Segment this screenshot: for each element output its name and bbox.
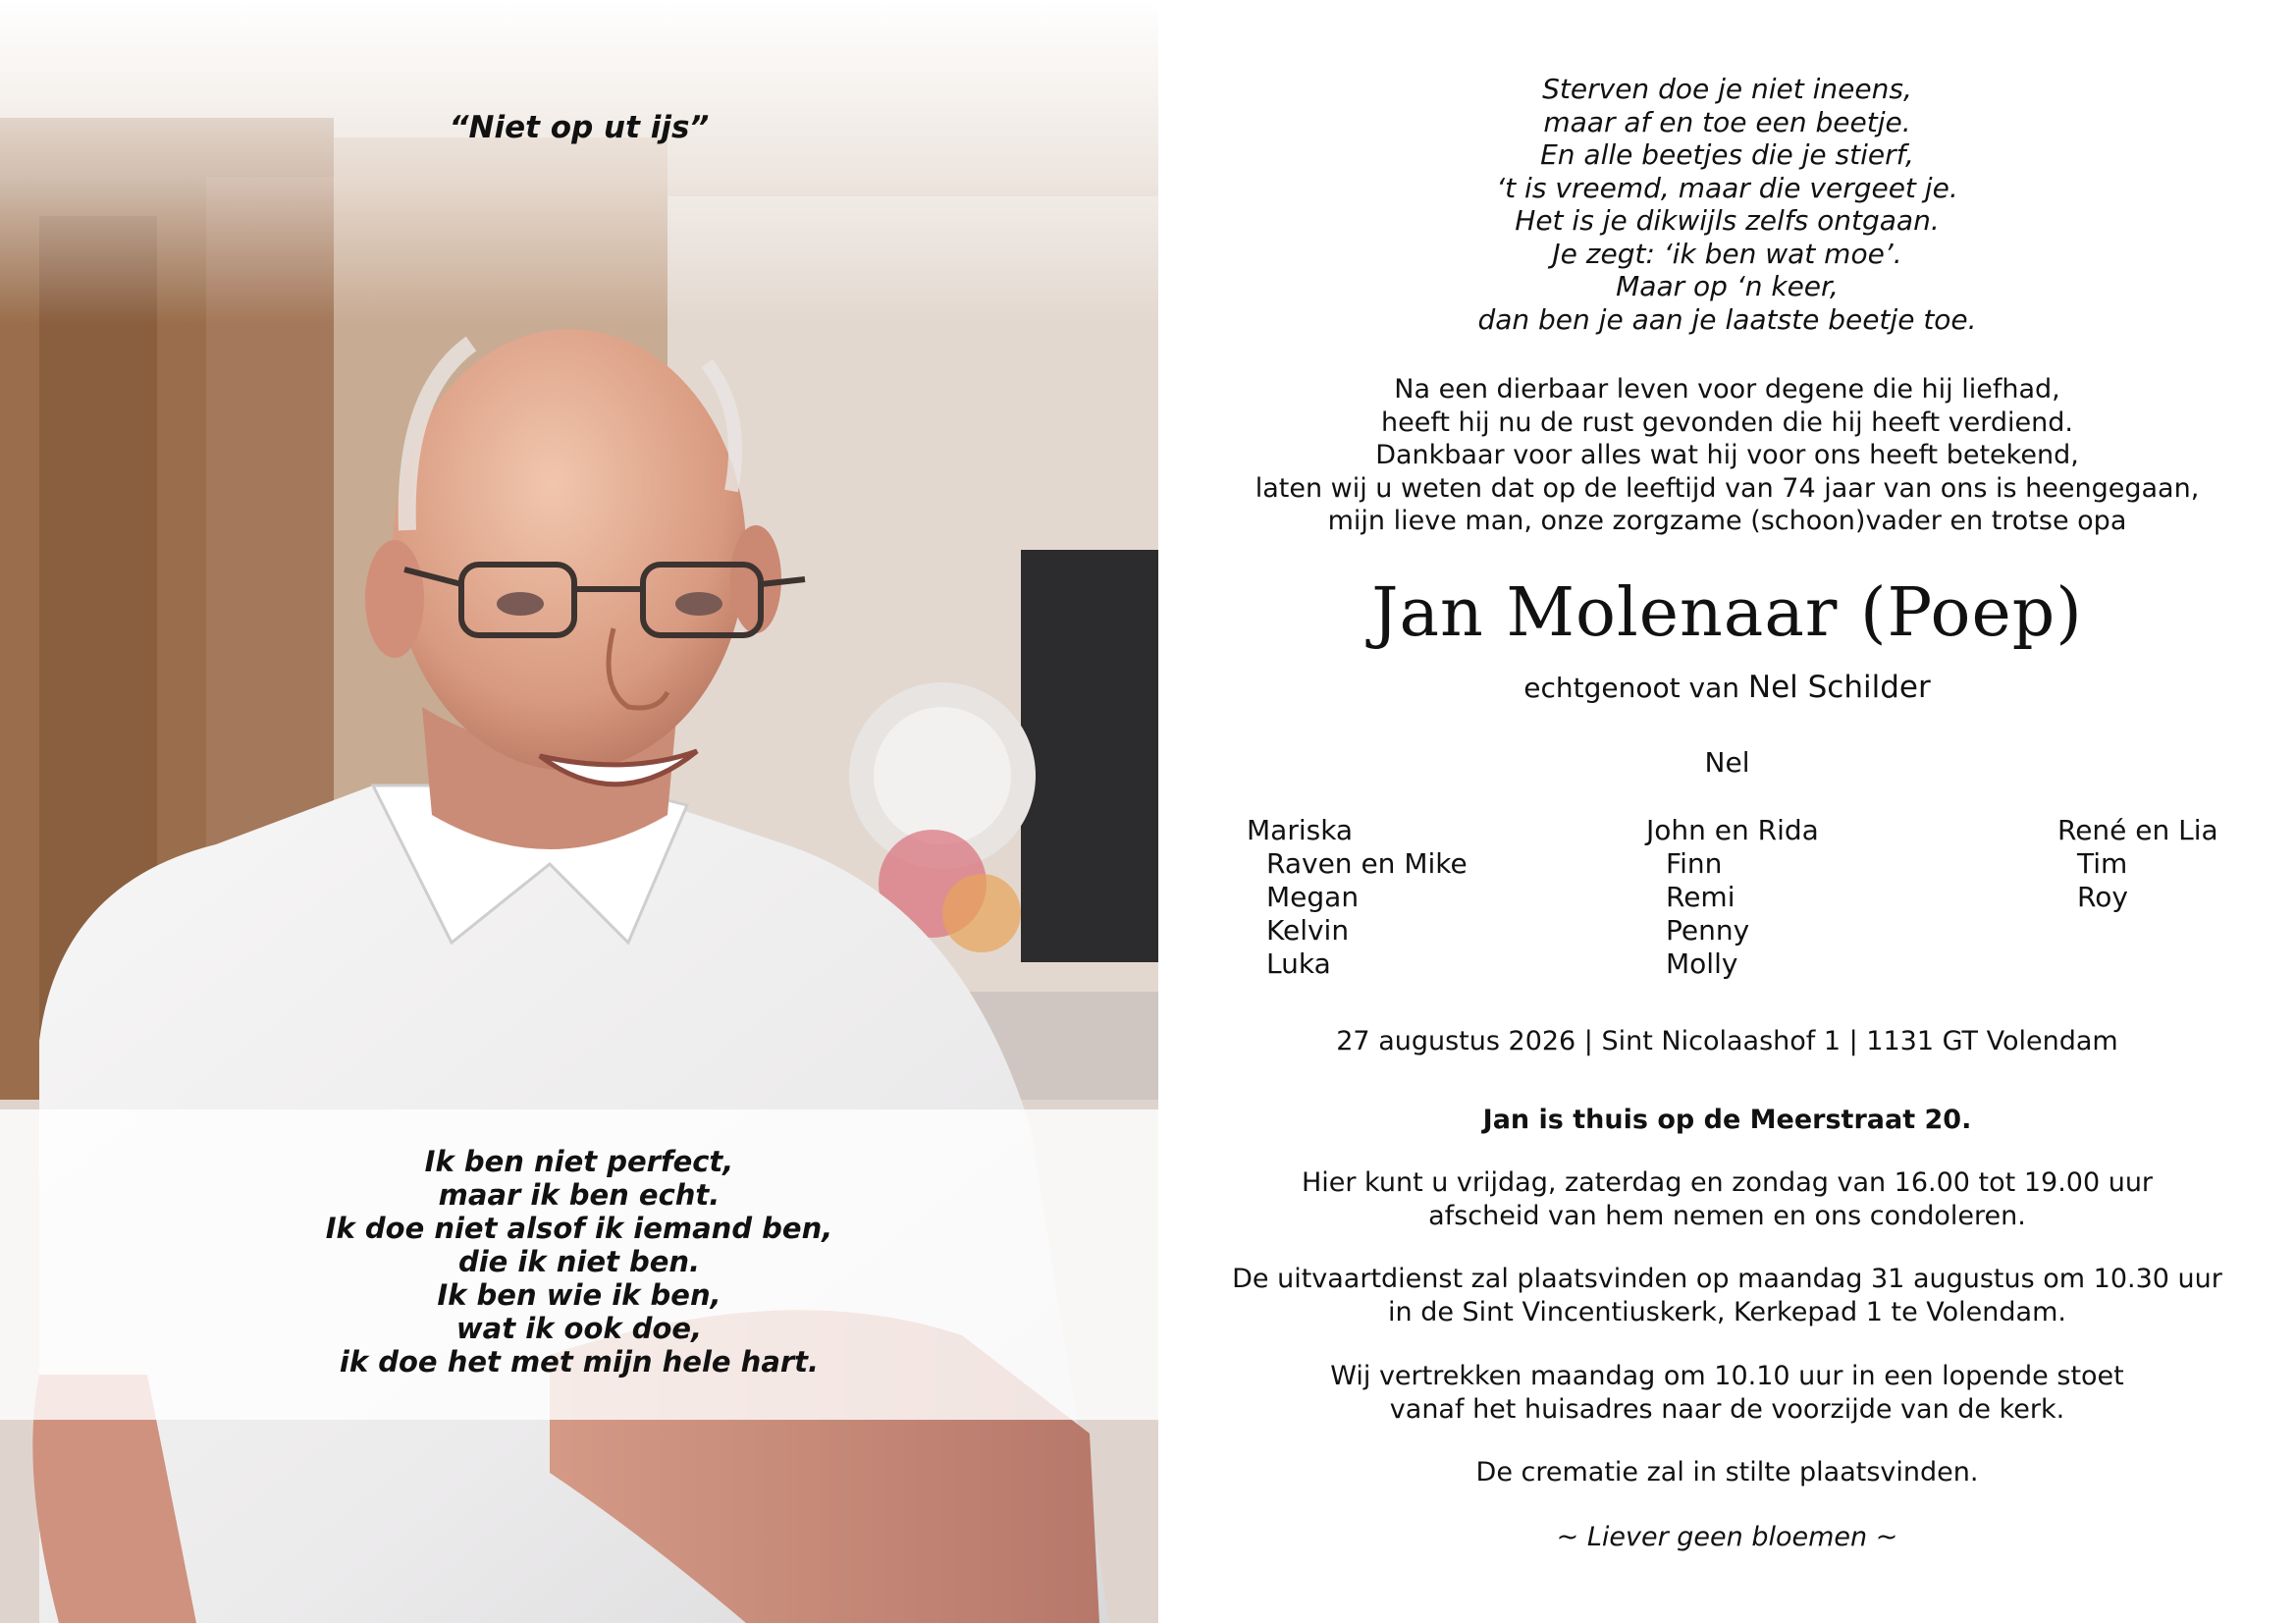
right-poem-line: Je zegt: ‘ik ben wat moe’.	[1552, 237, 1902, 270]
left-poem-line: ik doe het met mijn hele hart.	[339, 1345, 820, 1379]
service-line: De uitvaartdienst zal plaatsvinden op maandag 31 augustus om 10.30 uur	[1232, 1264, 2222, 1294]
right-poem-line: En alle beetjes die je stierf,	[1540, 138, 1914, 171]
left-poem-line: die ik niet ben.	[457, 1245, 701, 1278]
procession-line: vanaf het huisadres naar de voorzijde van de kerk.	[1389, 1393, 2065, 1425]
cremation-info: De crematie zal in stilte plaatsvinden.	[1475, 1457, 1979, 1488]
family-child: Raven en Mike	[1266, 847, 1468, 880]
family-child: Tim	[2077, 847, 2128, 880]
family-parents: René en Lia	[2057, 814, 2218, 846]
right-poem-line: Maar op ‘n keer,	[1616, 270, 1839, 302]
family-group	[2057, 814, 2218, 914]
procession-line: Wij vertrekken maandag om 10.10 uur in een lopende stoet	[1330, 1361, 2124, 1391]
spouse-line	[1158, 670, 2296, 705]
right-poem	[1158, 73, 2296, 336]
left-poem-line: Ik doe niet alsof ik iemand ben,	[325, 1212, 833, 1245]
right-poem-line: Sterven doe je niet ineens,	[1542, 73, 1912, 105]
service-line: in de Sint Vincentiuskerk, Kerkepad 1 te Volendam.	[1388, 1296, 2066, 1327]
family-group	[1646, 814, 1819, 981]
family-child: Luka	[1266, 947, 1331, 980]
right-poem-line: maar af en toe een beetje.	[1543, 105, 1911, 138]
family-child: Molly	[1666, 947, 1738, 980]
family-child: Finn	[1666, 847, 1723, 880]
family-parents: John en Rida	[1646, 814, 1819, 846]
intro-line: heeft hij nu de rust gevonden die hij heeft verdiend.	[1381, 406, 2073, 438]
left-poem-line: wat ik ook doe,	[455, 1312, 703, 1345]
family-parents: Mariska	[1247, 814, 1354, 846]
visiting-line: Hier kunt u vrijdag, zaterdag en zondag van 16.00 tot 19.00 uur	[1301, 1167, 2154, 1198]
deceased-name: Jan Molenaar (Poep)	[1371, 574, 2083, 652]
visiting-line: afscheid van hem nemen en ons condoleren.	[1428, 1200, 2026, 1231]
family-group	[1247, 814, 1468, 981]
intro-line: mijn lieve man, onze zorgzame (schoon)vader en trotse opa	[1327, 506, 2127, 536]
intro-line: Na een dierbaar leven voor degene die hij liefhad,	[1394, 374, 2060, 405]
family-child: Roy	[2077, 881, 2128, 913]
intro-line: Dankbaar voor alles wat hij voor ons heeft betekend,	[1375, 440, 2079, 470]
left-poem	[0, 1145, 1158, 1379]
address-line: 27 augustus 2026 | Sint Nicolaashof 1 | 1131 GT Volendam	[1336, 1026, 2118, 1056]
text-panel	[1158, 0, 2296, 1623]
spouse-prefix: echtgenoot van	[1523, 672, 1739, 704]
announcement-intro	[1158, 373, 2296, 538]
procession-info	[1158, 1360, 2296, 1426]
home-notice: Jan is thuis op de Meerstraat 20.	[1482, 1105, 1972, 1135]
left-poem-line: Ik ben wie ik ben,	[437, 1278, 721, 1312]
family-child: Penny	[1666, 914, 1750, 947]
right-poem-line: dan ben je aan je laatste beetje toe.	[1477, 302, 1977, 336]
motto-quote: “Niet op ut ijs”	[449, 110, 710, 145]
left-poem-line: Ik ben niet perfect,	[424, 1145, 734, 1178]
service-info	[1158, 1263, 2296, 1328]
left-poem-line: maar ik ben echt.	[438, 1178, 721, 1212]
family-child: Megan	[1266, 881, 1360, 913]
family-child: Remi	[1666, 881, 1735, 913]
right-poem-line: ‘t is vreemd, maar die vergeet je.	[1496, 171, 1958, 204]
closing-note: ~ Liever geen bloemen ~	[1556, 1522, 1898, 1552]
visiting-info	[1158, 1166, 2296, 1232]
intro-line: laten wij u weten dat op de leeftijd van 74 jaar van ons is heengegaan,	[1255, 472, 2200, 504]
right-poem-line: Het is je dikwijls zelfs ontgaan.	[1515, 204, 1940, 237]
family-child: Kelvin	[1266, 914, 1350, 947]
spouse-name: Nel Schilder	[1747, 670, 1931, 705]
wife-name: Nel	[1704, 746, 1750, 779]
